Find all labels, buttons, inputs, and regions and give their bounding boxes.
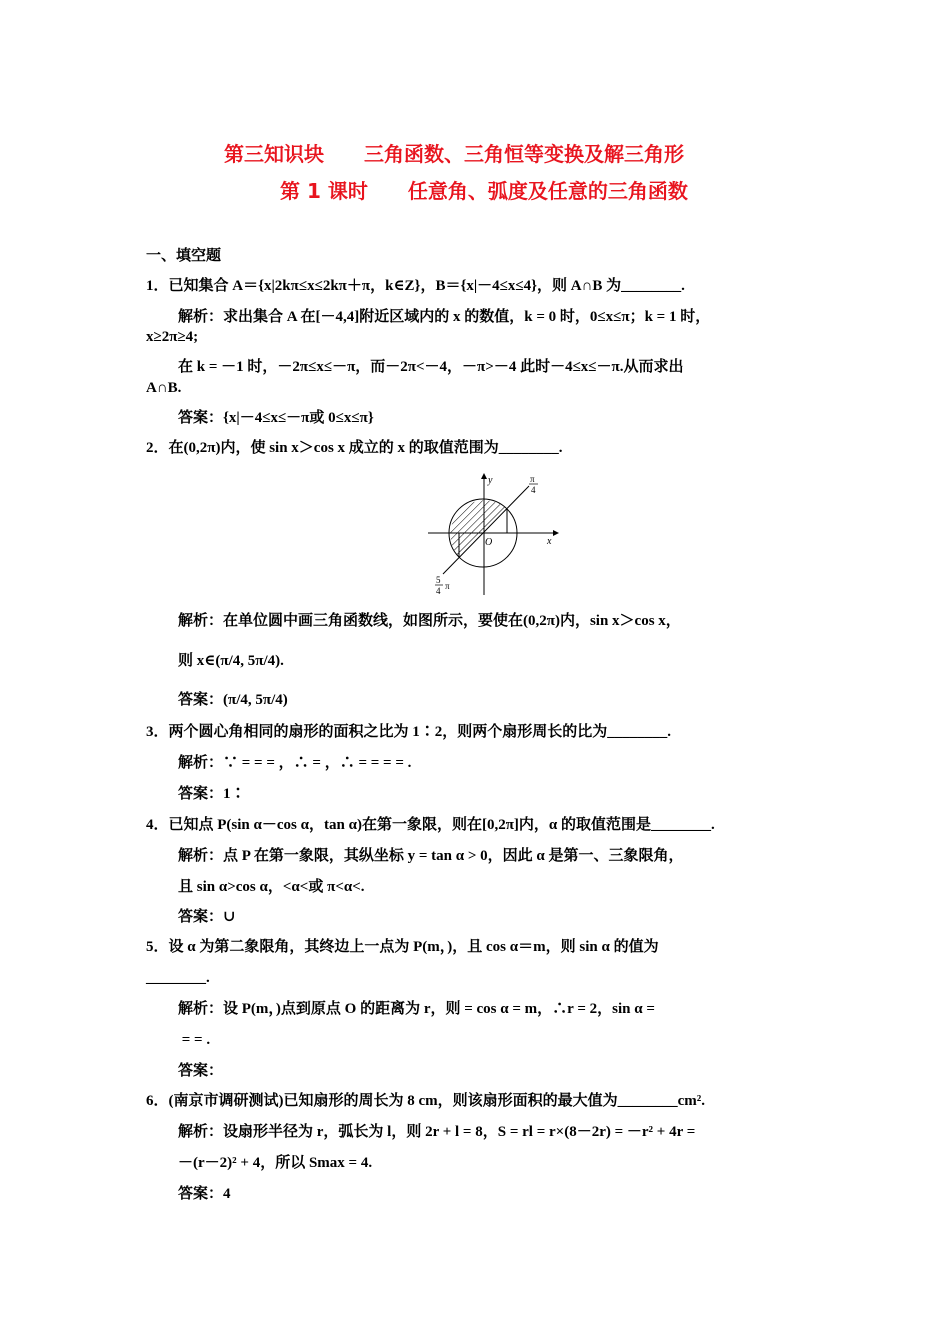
question-6: 6．(南京市调研测试)已知扇形的周长为 8 cm，则该扇形面积的最大值为________cm².: [146, 1093, 706, 1109]
question-1: 1．已知集合 A＝{x|2kπ≤x≤2kπ＋π，k∈Z}，B＝{x|－4≤x≤4}，则 A∩B 为________.: [146, 278, 685, 294]
q5-solution-line2: = = .: [178, 1032, 211, 1048]
unit-circle-figure: [425, 473, 560, 598]
q5-solution-line1: 解析：设 P(m，)点到原点 O 的距离为 r，则 = cos α = m，∴r = 2，sin α =: [178, 1001, 655, 1017]
angle2-pi: π: [445, 581, 450, 591]
x-label: x: [547, 536, 552, 547]
sub-title: 第 1 课时 任意角、弧度及任意的三角函数: [280, 179, 688, 203]
main-title: 第三知识块 三角函数、三角恒等变换及解三角形: [224, 142, 684, 166]
angle1-numerator: π: [530, 474, 535, 484]
question-5: 5．设 α 为第二象限角，其终边上一点为 P(m，)，且 cos α＝m，则 sin α 的值为: [146, 939, 659, 955]
q2-solution-line1: 解析：在单位圆中画三角函数线，如图所示，要使在(0,2π)内，sin x＞cos x，: [178, 613, 681, 629]
q6-solution-line1: 解析：设扇形半径为 r，弧长为 l，则 2r + l = 8，S = rl = r×(8－2r) = －r² + 4r =: [178, 1124, 696, 1140]
q2-answer: 答案：(π/4, 5π/4): [178, 692, 288, 708]
q1-solution-line4: A∩B.: [146, 380, 182, 396]
y-arrow: [481, 473, 487, 479]
angle2-numerator: 5: [436, 575, 441, 585]
q1-solution-line3: 在 k = －1 时，－2π≤x≤－π，而－2π<－4，－π>－4 此时－4≤x≤－π.从而求出: [178, 359, 684, 375]
question-5-blank: ________.: [146, 970, 210, 986]
question-4: 4．已知点 P(sin α－cos α，tan α)在第一象限，则在[0,2π]内，α 的取值范围是________.: [146, 817, 715, 833]
question-3: 3．两个圆心角相同的扇形的面积之比为 1∶2，则两个扇形周长的比为________.: [146, 724, 672, 740]
origin-label: O: [485, 537, 493, 548]
q4-solution-line2: 且 sin α>cos α，<α<或 π<α<.: [178, 879, 365, 895]
q1-answer: 答案：{x|－4≤x≤－π或 0≤x≤π}: [178, 410, 374, 426]
q6-answer: 答案：4: [178, 1186, 231, 1202]
q1-solution-line2: x≥2π≥4;: [146, 329, 199, 345]
q4-solution-line1: 解析：点 P 在第一象限，其纵坐标 y = tan α > 0，因此 α 是第一、三象限角，: [178, 848, 684, 864]
angle2-denominator: 4: [436, 586, 441, 596]
question-2: 2．在(0,2π)内，使 sin x＞cos x 成立的 x 的取值范围为________.: [146, 440, 563, 456]
q5-answer: 答案：: [178, 1063, 224, 1079]
x-arrow: [553, 530, 559, 536]
y-label: y: [488, 475, 493, 486]
q4-answer: 答案：∪: [178, 909, 236, 925]
q2-solution-line2: 则 x∈(π/4, 5π/4).: [178, 653, 284, 669]
angle1-denominator: 4: [531, 485, 536, 495]
q3-answer: 答案：1∶: [178, 786, 246, 802]
q1-solution-line1: 解析：求出集合 A 在[－4,4]附近区域内的 x 的数值，k = 0 时，0≤x≤π；k = 1 时，: [178, 309, 711, 325]
q3-solution: 解析：∵ = = = ，∴ = ，∴ = = = = .: [178, 755, 412, 771]
q6-solution-line2: －(r－2)² + 4，所以 Smax = 4.: [178, 1155, 373, 1171]
section-heading: 一、填空题: [146, 248, 222, 264]
